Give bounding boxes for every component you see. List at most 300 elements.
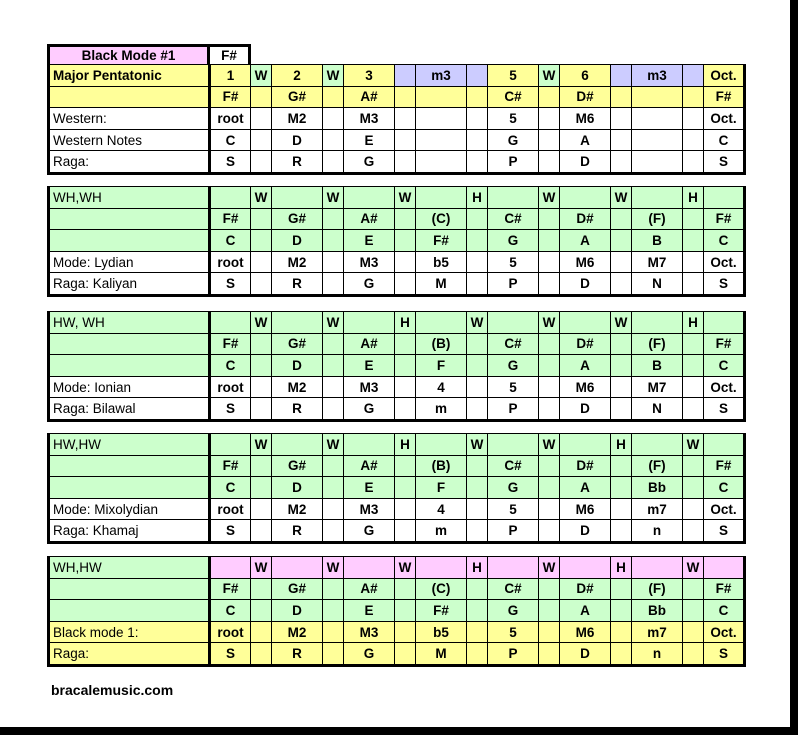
row-label: WH,WH (49, 187, 210, 209)
table-cell (210, 187, 251, 209)
table-cell (632, 151, 683, 174)
table-cell: D (272, 230, 323, 252)
table-cell (683, 86, 704, 108)
table-cell (560, 312, 611, 334)
table-cell: F# (210, 86, 251, 108)
table-cell (611, 477, 632, 499)
row-label: Raga: (49, 643, 210, 666)
table-cell: C (210, 600, 251, 622)
table-row (49, 208, 745, 230)
table-row (49, 643, 745, 666)
table-cell: A (560, 230, 611, 252)
table-cell: A# (344, 578, 395, 600)
table-cell: G (344, 273, 395, 296)
table-cell: 5 (488, 251, 539, 273)
table-cell: S (210, 273, 251, 296)
table-cell (272, 557, 323, 579)
table-cell: A# (344, 208, 395, 230)
table-row (49, 621, 745, 643)
table-cell: S (704, 273, 745, 296)
table-cell: W (683, 434, 704, 456)
table-cell: S (704, 643, 745, 666)
table-cell: M2 (272, 376, 323, 398)
table-row (49, 230, 745, 252)
table-cell (395, 151, 416, 174)
table-cell: F# (210, 578, 251, 600)
table-cell: F (416, 477, 467, 499)
table-cell: E (344, 477, 395, 499)
table-cell: F# (416, 230, 467, 252)
table-cell: b5 (416, 251, 467, 273)
table-cell: M2 (272, 251, 323, 273)
mode-table (47, 556, 746, 667)
table-cell (611, 520, 632, 543)
table-cell: W (251, 65, 272, 87)
row-label: Raga: Kaliyan (49, 273, 210, 296)
table-cell: P (488, 643, 539, 666)
table-cell (395, 230, 416, 252)
table-cell (395, 477, 416, 499)
table-cell (560, 557, 611, 579)
table-cell: (F) (632, 578, 683, 600)
table-cell: A (560, 600, 611, 622)
table-cell: P (488, 273, 539, 296)
table-cell: W (539, 434, 560, 456)
table-cell (416, 129, 467, 151)
table-cell (539, 376, 560, 398)
table-cell (539, 600, 560, 622)
table-cell (251, 86, 272, 108)
table-cell: m3 (416, 65, 467, 87)
table-cell (323, 273, 344, 296)
table-cell: M3 (344, 498, 395, 520)
table-cell: H (611, 434, 632, 456)
table-cell (632, 86, 683, 108)
table-cell (272, 434, 323, 456)
table-cell (467, 65, 488, 87)
table-cell (416, 312, 467, 334)
mode-table (47, 311, 746, 422)
table-cell (323, 108, 344, 130)
table-cell: R (272, 151, 323, 174)
table-cell: Bb (632, 477, 683, 499)
row-label (49, 333, 210, 355)
table-cell: S (210, 520, 251, 543)
table-cell (611, 230, 632, 252)
table-cell (611, 65, 632, 87)
table-cell: Oct. (704, 498, 745, 520)
header-key: F# (209, 46, 250, 66)
table-cell: G (344, 520, 395, 543)
table-cell (632, 187, 683, 209)
table-row (49, 557, 745, 579)
table-cell (323, 520, 344, 543)
table-cell (210, 312, 251, 334)
table-cell: 5 (488, 376, 539, 398)
table-cell: M7 (632, 251, 683, 273)
table-cell (539, 273, 560, 296)
table-cell: P (488, 151, 539, 174)
table-cell: Oct. (704, 65, 745, 87)
table-row (49, 455, 745, 477)
table-cell (251, 333, 272, 355)
table-cell: S (210, 643, 251, 666)
table-cell (632, 312, 683, 334)
table-cell: A# (344, 333, 395, 355)
table-cell: 5 (488, 108, 539, 130)
table-cell: P (488, 520, 539, 543)
table-cell (683, 208, 704, 230)
table-cell (683, 643, 704, 666)
table-cell: S (210, 398, 251, 421)
table-cell: H (467, 187, 488, 209)
table-cell (395, 455, 416, 477)
table-row (49, 86, 745, 108)
table-cell (539, 108, 560, 130)
table-cell (395, 498, 416, 520)
table-cell (323, 455, 344, 477)
table-cell: W (323, 187, 344, 209)
table-cell (251, 477, 272, 499)
table-cell: W (539, 187, 560, 209)
table-cell (251, 578, 272, 600)
table-cell: b5 (416, 621, 467, 643)
table-cell (323, 643, 344, 666)
row-label: Raga: (49, 151, 210, 174)
table-cell: R (272, 520, 323, 543)
table-cell (683, 600, 704, 622)
table-cell: root (210, 498, 251, 520)
table-cell: D# (560, 333, 611, 355)
table-cell: 1 (210, 65, 251, 87)
table-cell: A (560, 129, 611, 151)
table-cell: N (632, 273, 683, 296)
table-cell: Oct. (704, 376, 745, 398)
table-cell: C (210, 477, 251, 499)
row-label (49, 600, 210, 622)
row-label (49, 355, 210, 377)
table-cell (467, 230, 488, 252)
table-cell: W (323, 434, 344, 456)
table-cell (323, 230, 344, 252)
table-cell (467, 498, 488, 520)
table-cell (611, 376, 632, 398)
table-cell: W (467, 312, 488, 334)
table-cell: M2 (272, 621, 323, 643)
table-cell: C# (488, 455, 539, 477)
table-cell: (C) (416, 578, 467, 600)
table-cell (416, 108, 467, 130)
table-cell: 2 (272, 65, 323, 87)
table-row (49, 251, 745, 273)
table-cell (488, 312, 539, 334)
table-cell: 4 (416, 376, 467, 398)
table-cell (539, 333, 560, 355)
table-cell (683, 498, 704, 520)
row-label: Western Notes (49, 129, 210, 151)
table-cell: G (344, 151, 395, 174)
table-cell: (B) (416, 333, 467, 355)
table-cell (467, 520, 488, 543)
table-cell (611, 273, 632, 296)
table-cell (683, 520, 704, 543)
table-cell: F# (704, 578, 745, 600)
table-cell (683, 251, 704, 273)
table-cell (683, 333, 704, 355)
table-cell: F# (704, 86, 745, 108)
table-row (49, 398, 745, 421)
row-label: Mode: Lydian (49, 251, 210, 273)
table-cell: G (488, 600, 539, 622)
table-cell: H (395, 312, 416, 334)
table-cell (344, 557, 395, 579)
table-cell: D# (560, 208, 611, 230)
table-cell: (F) (632, 455, 683, 477)
table-row (49, 151, 745, 174)
table-cell (683, 151, 704, 174)
table-cell (251, 151, 272, 174)
table-cell (539, 643, 560, 666)
table-cell: m7 (632, 621, 683, 643)
table-cell: C (210, 230, 251, 252)
table-cell (395, 108, 416, 130)
table-cell (323, 333, 344, 355)
table-cell (467, 477, 488, 499)
table-cell (632, 434, 683, 456)
table-cell (251, 600, 272, 622)
table-row (49, 520, 745, 543)
table-cell (395, 65, 416, 87)
table-row (49, 129, 745, 151)
table-cell: F# (210, 208, 251, 230)
table-cell (395, 251, 416, 273)
table-cell (467, 208, 488, 230)
table-cell: S (210, 151, 251, 174)
table-cell (395, 398, 416, 421)
table-cell: D (560, 643, 611, 666)
table-row (49, 312, 745, 334)
table-cell: M3 (344, 621, 395, 643)
table-cell: R (272, 273, 323, 296)
table-cell: D (560, 273, 611, 296)
row-label: Mode: Mixolydian (49, 498, 210, 520)
table-cell: W (539, 65, 560, 87)
table-cell (611, 208, 632, 230)
table-cell (539, 251, 560, 273)
table-cell (611, 251, 632, 273)
table-cell: W (323, 557, 344, 579)
table-cell (323, 86, 344, 108)
table-cell (395, 208, 416, 230)
table-cell: W (539, 557, 560, 579)
table-cell: C (704, 600, 745, 622)
table-cell: root (210, 621, 251, 643)
table-cell (611, 621, 632, 643)
table-cell (467, 398, 488, 421)
table-cell (611, 355, 632, 377)
table-cell: M6 (560, 108, 611, 130)
table-cell: A# (344, 455, 395, 477)
table-row (49, 273, 745, 296)
table-cell: E (344, 230, 395, 252)
table-cell: root (210, 251, 251, 273)
table-cell: G (344, 398, 395, 421)
table-row (49, 65, 745, 87)
table-cell: root (210, 376, 251, 398)
table-cell (632, 129, 683, 151)
table-cell (395, 273, 416, 296)
table-cell (251, 498, 272, 520)
table-cell (467, 621, 488, 643)
table-cell (539, 208, 560, 230)
table-cell: M3 (344, 251, 395, 273)
table-cell (467, 355, 488, 377)
table-cell: C (704, 477, 745, 499)
table-cell (683, 455, 704, 477)
table-cell: W (323, 65, 344, 87)
table-cell (467, 600, 488, 622)
table-cell (611, 129, 632, 151)
table-cell: H (395, 434, 416, 456)
table-cell: E (344, 600, 395, 622)
table-cell: G (488, 230, 539, 252)
table-cell: m (416, 398, 467, 421)
table-cell (251, 376, 272, 398)
row-label (49, 86, 210, 108)
table-cell (344, 312, 395, 334)
table-cell (251, 520, 272, 543)
table-cell (611, 498, 632, 520)
table-cell: M2 (272, 108, 323, 130)
table-cell: P (488, 398, 539, 421)
table-cell: C (704, 355, 745, 377)
table-cell: F# (704, 333, 745, 355)
table-cell (539, 151, 560, 174)
table-cell: W (251, 557, 272, 579)
table-cell: D (272, 600, 323, 622)
header-title: Black Mode #1 (49, 46, 209, 66)
table-cell (611, 643, 632, 666)
website-footer: bracalemusic.com (51, 682, 174, 698)
table-row (49, 578, 745, 600)
row-label: Mode: Ionian (49, 376, 210, 398)
table-cell: W (395, 557, 416, 579)
row-label: HW,HW (49, 434, 210, 456)
row-label (49, 230, 210, 252)
table-cell: (F) (632, 333, 683, 355)
table-cell: D# (560, 86, 611, 108)
table-cell (632, 108, 683, 130)
table-cell (539, 355, 560, 377)
table-cell (210, 557, 251, 579)
table-cell: H (611, 557, 632, 579)
table-cell (683, 129, 704, 151)
table-cell (323, 498, 344, 520)
table-cell: Oct. (704, 251, 745, 273)
table-row (49, 187, 745, 209)
table-cell: C (210, 355, 251, 377)
table-cell (467, 108, 488, 130)
table-cell: G# (272, 333, 323, 355)
table-cell (539, 129, 560, 151)
table-cell (251, 273, 272, 296)
table-cell (704, 434, 745, 456)
table-cell (683, 376, 704, 398)
table-cell (395, 643, 416, 666)
table-cell: C# (488, 208, 539, 230)
table-cell: F# (704, 208, 745, 230)
table-cell (323, 621, 344, 643)
table-cell (539, 455, 560, 477)
table-cell: D# (560, 455, 611, 477)
table-cell (539, 230, 560, 252)
table-cell (272, 187, 323, 209)
table-cell (611, 86, 632, 108)
table-cell: B (632, 355, 683, 377)
row-label: Raga: Khamaj (49, 520, 210, 543)
table-cell: M (416, 273, 467, 296)
header-table (47, 44, 251, 66)
table-cell: M6 (560, 498, 611, 520)
table-cell (395, 578, 416, 600)
table-cell (395, 129, 416, 151)
table-cell: F# (704, 455, 745, 477)
table-cell: M3 (344, 376, 395, 398)
table-cell (323, 578, 344, 600)
table-cell: D (560, 520, 611, 543)
table-cell: G (344, 643, 395, 666)
table-cell (683, 230, 704, 252)
table-cell (467, 251, 488, 273)
table-cell: G (488, 129, 539, 151)
table-row (49, 376, 745, 398)
table-cell: 6 (560, 65, 611, 87)
table-cell: A (560, 355, 611, 377)
table-cell (560, 187, 611, 209)
mode-table (47, 186, 746, 297)
table-cell (611, 578, 632, 600)
table-cell (395, 355, 416, 377)
table-cell: F (416, 355, 467, 377)
table-cell (210, 434, 251, 456)
row-label (49, 208, 210, 230)
table-cell (467, 376, 488, 398)
table-cell: G# (272, 578, 323, 600)
table-cell: D (272, 129, 323, 151)
table-cell (539, 621, 560, 643)
table-cell: M6 (560, 251, 611, 273)
table-cell (704, 187, 745, 209)
table-cell (416, 434, 467, 456)
table-cell: (C) (416, 208, 467, 230)
table-cell: Bb (632, 600, 683, 622)
table-cell: W (539, 312, 560, 334)
table-cell (323, 129, 344, 151)
table-cell: D (560, 151, 611, 174)
table-cell: D (560, 398, 611, 421)
table-cell: W (251, 434, 272, 456)
table-cell: 5 (488, 621, 539, 643)
table-cell (467, 273, 488, 296)
table-cell (395, 86, 416, 108)
table-cell: M6 (560, 621, 611, 643)
mode-table (47, 433, 746, 544)
table-cell (704, 557, 745, 579)
table-row (49, 333, 745, 355)
table-cell (467, 333, 488, 355)
table-cell: D (272, 355, 323, 377)
table-cell: M7 (632, 376, 683, 398)
